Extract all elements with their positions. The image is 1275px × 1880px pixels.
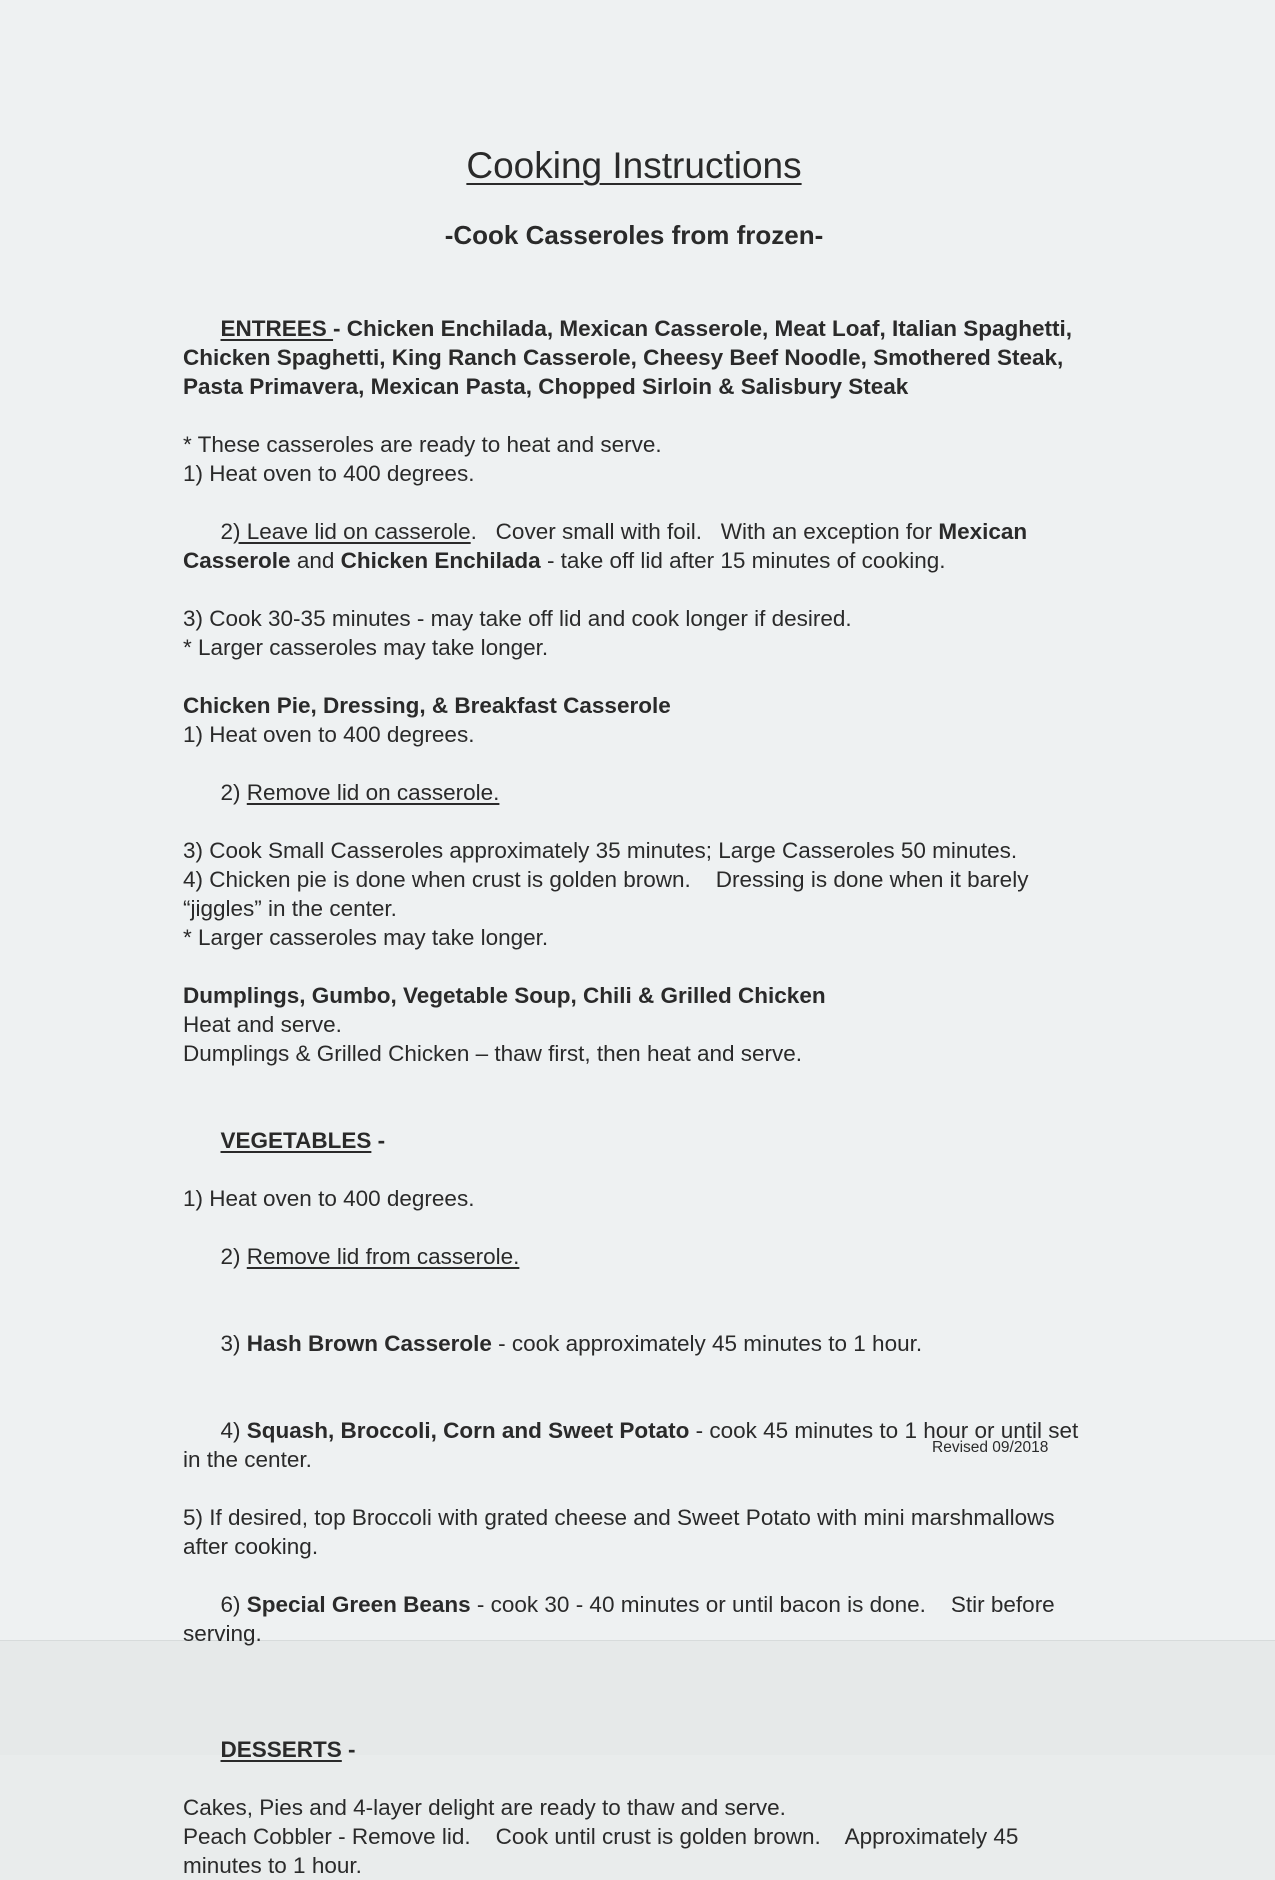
pie-step-1: 1) Heat oven to 400 degrees. <box>183 722 475 747</box>
pie-step-2-underlined: Remove lid on casserole. <box>246 780 500 805</box>
entrees-step-2-underlined: ) Leave lid on casserole <box>233 519 471 544</box>
pie-step-2-prefix: 2) <box>220 780 247 805</box>
entrees-note-ready: * These casseroles are ready to heat and serve. <box>183 432 662 457</box>
soups-section <box>183 981 1088 1068</box>
vegetables-step-3-text: - cook approximately 45 minutes to 1 hour. <box>491 1331 923 1356</box>
vegetables-heading-line <box>183 1097 1088 1184</box>
revision-date: Revised 09/2018 <box>932 1439 1049 1456</box>
entrees-step-2 <box>183 488 1088 604</box>
desserts-heading: DESSERTS <box>220 1737 342 1762</box>
desserts-line-1: Cakes, Pies and 4-layer delight are ready to thaw and serve. <box>183 1795 786 1820</box>
entrees-heading: ENTREES <box>220 316 334 341</box>
pie-section <box>183 691 1088 952</box>
desserts-heading-line <box>183 1706 1088 1793</box>
vegetables-step-4-prefix: 4) <box>220 1418 247 1443</box>
entrees-items: Chicken Enchilada, Mexican Casserole, Meat Loaf, Italian Spaghetti, Chicken Spaghetti, King Ranch Casserole, Cheesy Beef Noodle, Smothered Steak, Pasta Primavera, Mexican Pasta, Chopped Sirloin & Salisbury Steak <box>183 316 1079 399</box>
vegetables-heading: VEGETABLES <box>220 1128 372 1153</box>
entrees-step-2-text-2: and <box>290 548 341 573</box>
instructions-body <box>183 285 1088 1880</box>
pie-step-2 <box>183 749 1088 836</box>
vegetables-step-4-text: - cook 45 minutes to 1 hour or until set in the center. <box>183 1418 1085 1472</box>
vegetables-step-6-text: - cook 30 - 40 minutes or until bacon is done. Stir before serving. <box>183 1592 1061 1646</box>
vegetables-step-3 <box>183 1300 1088 1387</box>
vegetables-step-5: 5) If desired, top Broccoli with grated cheese and Sweet Potato with mini marshmallows after cooking. <box>183 1505 1061 1559</box>
desserts-section <box>183 1706 1088 1880</box>
desserts-heading-separator: - <box>341 1737 356 1762</box>
entrees-step-2-text-3: - take off lid after 15 minutes of cooking. <box>540 548 946 573</box>
soups-heading: Dumplings, Gumbo, Vegetable Soup, Chili & Grilled Chicken <box>183 983 826 1008</box>
vegetables-section <box>183 1097 1088 1677</box>
entrees-step-2-text-1: . Cover small with foil. With an exception for <box>470 519 939 544</box>
vegetables-step-2 <box>183 1213 1088 1300</box>
vegetables-step-6-prefix: 6) <box>220 1592 247 1617</box>
pie-note-larger: * Larger casseroles may take longer. <box>183 925 549 950</box>
entrees-section <box>183 285 1088 662</box>
entrees-step-3: 3) Cook 30-35 minutes - may take off lid and cook longer if desired. <box>183 606 852 631</box>
vegetables-step-6-bold: Special Green Beans <box>246 1592 471 1617</box>
vegetables-step-2-underlined: Remove lid from casserole. <box>246 1244 520 1269</box>
pie-step-4: 4) Chicken pie is done when crust is golden brown. Dressing is done when it barely “jiggles” in the center. <box>183 867 1035 921</box>
pie-heading: Chicken Pie, Dressing, & Breakfast Casserole <box>183 693 671 718</box>
vegetables-step-2-prefix: 2) <box>220 1244 247 1269</box>
page-subtitle: -Cook Casseroles from frozen- <box>444 220 824 250</box>
entrees-step-1: 1) Heat oven to 400 degrees. <box>183 461 475 486</box>
entrees-step-2-bold-2: Chicken Enchilada <box>340 548 541 573</box>
entrees-heading-line <box>183 285 1088 430</box>
entrees-step-2-prefix: 2 <box>220 519 234 544</box>
desserts-line-2: Peach Cobbler - Remove lid. Cook until crust is golden brown. Approximately 45 minutes to 1 hour. <box>183 1824 1025 1878</box>
vegetables-heading-separator: - <box>371 1128 386 1153</box>
soups-line-1: Heat and serve. <box>183 1012 342 1037</box>
pie-step-3: 3) Cook Small Casseroles approximately 35 minutes; Large Casseroles 50 minutes. <box>183 838 1018 863</box>
entrees-note-larger: * Larger casseroles may take longer. <box>183 635 549 660</box>
vegetables-step-4-bold: Squash, Broccoli, Corn and Sweet Potato <box>246 1418 690 1443</box>
entrees-heading-separator: - <box>333 316 347 341</box>
vegetables-step-1: 1) Heat oven to 400 degrees. <box>183 1186 475 1211</box>
entrees-step-2-bold-1: Mexican Casserole <box>183 519 1034 573</box>
soups-line-2: Dumplings & Grilled Chicken – thaw first, then heat and serve. <box>183 1041 803 1066</box>
vegetables-step-6 <box>183 1561 1088 1677</box>
vegetables-step-3-prefix: 3) <box>220 1331 247 1356</box>
page-title: Cooking Instructions <box>466 145 802 186</box>
vegetables-step-3-bold: Hash Brown Casserole <box>246 1331 492 1356</box>
